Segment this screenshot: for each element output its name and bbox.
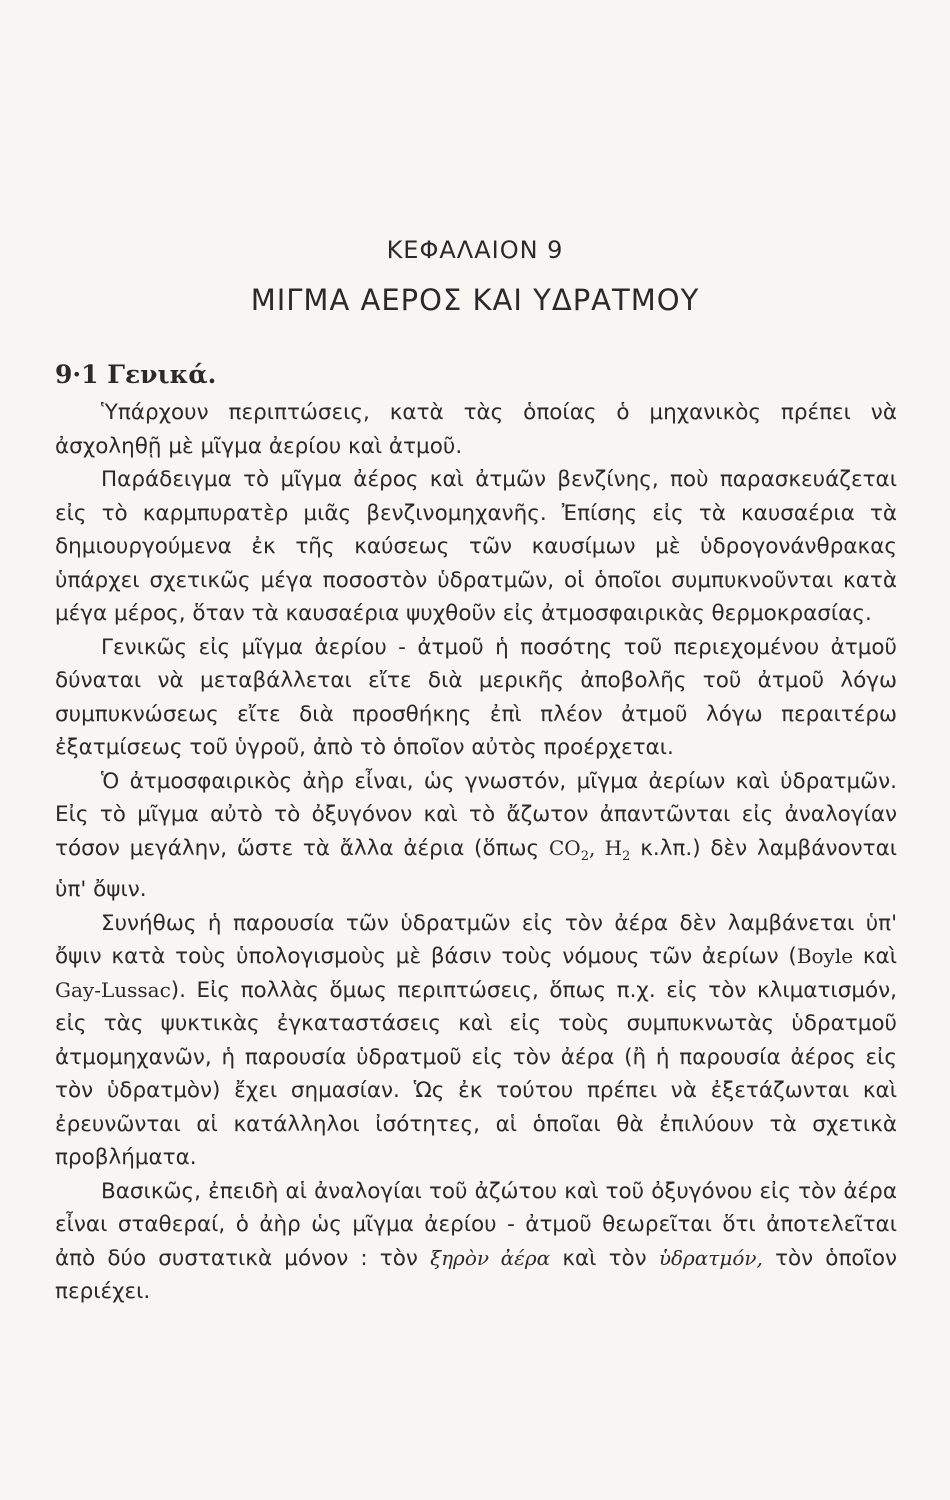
name-gay-lussac: Gay-Lussac <box>55 977 171 1002</box>
paragraph: Γενικῶς εἰς μῖγμα ἀερίου - ἀτμοῦ ἡ ποσότης τοῦ περιεχομένου ἀτμοῦ δύναται νὰ μεταβάλλεται εἴτε διὰ μερικῆς ἀποβολῆς τοῦ ἀτμοῦ λόγω συμπυκνώσεως εἴτε διὰ προσθήκης ἐπὶ πλέον ἀτμοῦ λόγω περαιτέρω ἐξατμίσεως τοῦ ὑγροῦ, ἀπὸ τὸ ὁποῖον αὐτὸς προέρχεται. <box>55 634 897 760</box>
term-water-vapor: ὑδρατμόν, <box>658 1245 763 1270</box>
paragraph: Συνήθως ἡ παρουσία τῶν ὑδρατμῶν εἰς τὸν ἀέρα δὲν λαμβάνεται ὑπ' ὄψιν κατὰ τοὺς ὑπολογισμοὺς μὲ βάσιν τοὺς νόμους τῶν ἀερίων (Boyle καὶ Gay-Lussac). Εἰς πολλὰς ὅμως περιπτώσεις, ὅπως π.χ. εἰς τὸν κλιματισμόν, εἰς τὰς ψυκτικὰς ἐγκαταστάσεις καὶ εἰς τοὺς συμπυκνωτὰς ὑδρατμοῦ ἀτμομηχανῶν, ἡ παρουσία ὑδρατμοῦ εἰς τὸν ἀέρα (ἢ ἡ παρουσία ἀέρος εἰς τὸν ὑδρατμὸν) ἔχει σημασίαν. Ὡς ἐκ τούτου πρέπει νὰ ἐξετάζωνται καὶ ἐρευνῶνται αἱ κατάλληλοι ἰσότητες, αἱ ὁποῖαι θὰ ἐπιλύουν τὰ σχετικὰ προβλήματα. <box>55 910 897 1170</box>
chapter-title: ΜΙΓΜΑ ΑΕΡΟΣ ΚΑΙ ΥΔΡΑΤΜΟΥ <box>250 283 700 317</box>
name-boyle: Boyle <box>796 944 854 968</box>
paragraph: Ὑπάρχουν περιπτώσεις, κατὰ τὰς ὁποίας ὁ μηχανικὸς πρέπει νὰ ἀσχοληθῇ μὲ μῖγμα ἀερίου καὶ ἀτμοῦ. <box>55 400 897 459</box>
body-text <box>55 396 897 1309</box>
paragraph: Παράδειγμα τὸ μῖγμα ἀέρος καὶ ἀτμῶν βενζίνης, ποὺ παρασκευάζεται εἰς τὸ καρμπυρατὲρ μιᾶς βενζινομηχανῆς. Ἐπίσης εἰς τὰ καυσαέρια τὰ δημιουργούμενα ἐκ τῆς καύσεως τῶν καυσίμων μὲ ὑδρογονάνθρακας ὑπάρχει σχετικῶς μέγα ποσοστὸν ὑδρατμῶν, οἱ ὁποῖοι συμπυκνοῦνται κατὰ μέγα μέρος, ὅταν τὰ καυσαέρια ψυχθοῦν εἰς ἀτμοσφαιρικὰς θερμοκρασίας. <box>55 467 897 626</box>
paragraph: Βασικῶς, ἐπειδὴ αἱ ἀναλογίαι τοῦ ἀζώτου καὶ τοῦ ὀξυγόνου εἰς τὸν ἀέρα εἶναι σταθεραί, ὁ ἀὴρ ὡς μῖγμα ἀερίου - ἀτμοῦ θεωρεῖται ὅτι ἀποτελεῖται ἀπὸ δύο συστατικὰ μόνον : τὸν ξηρὸν ἀέρα καὶ τὸν ὑδρατμόν, τὸν ὁποῖον περιέχει. <box>55 1178 897 1304</box>
paragraph: Ὁ ἀτμοσφαιρικὸς ἀὴρ εἶναι, ὡς γνωστόν, μῖγμα ἀερίων καὶ ὑδρατμῶν. Εἰς τὸ μῖγμα αὐτὸ τὸ ὀξυγόνον καὶ τὸ ἄζωτον ἀπαντῶνται εἰς ἀναλογίαν τόσον μεγάλην, ὥστε τὰ ἄλλα ἀέρια (ὅπως $CO_2$, $H_2$ κ.λπ.) δὲν λαμβάνονται ὑπ' ὄψιν. <box>55 768 898 902</box>
chapter-label: ΚΕΦΑΛΑΙΟΝ 9 <box>386 236 564 264</box>
formula-co2: $CO_2$, $H_2$ <box>548 835 631 864</box>
term-dry-air: ξηρὸν ἀέρα <box>430 1245 551 1270</box>
section-heading: 9·1 Γενικά. <box>55 360 217 389</box>
